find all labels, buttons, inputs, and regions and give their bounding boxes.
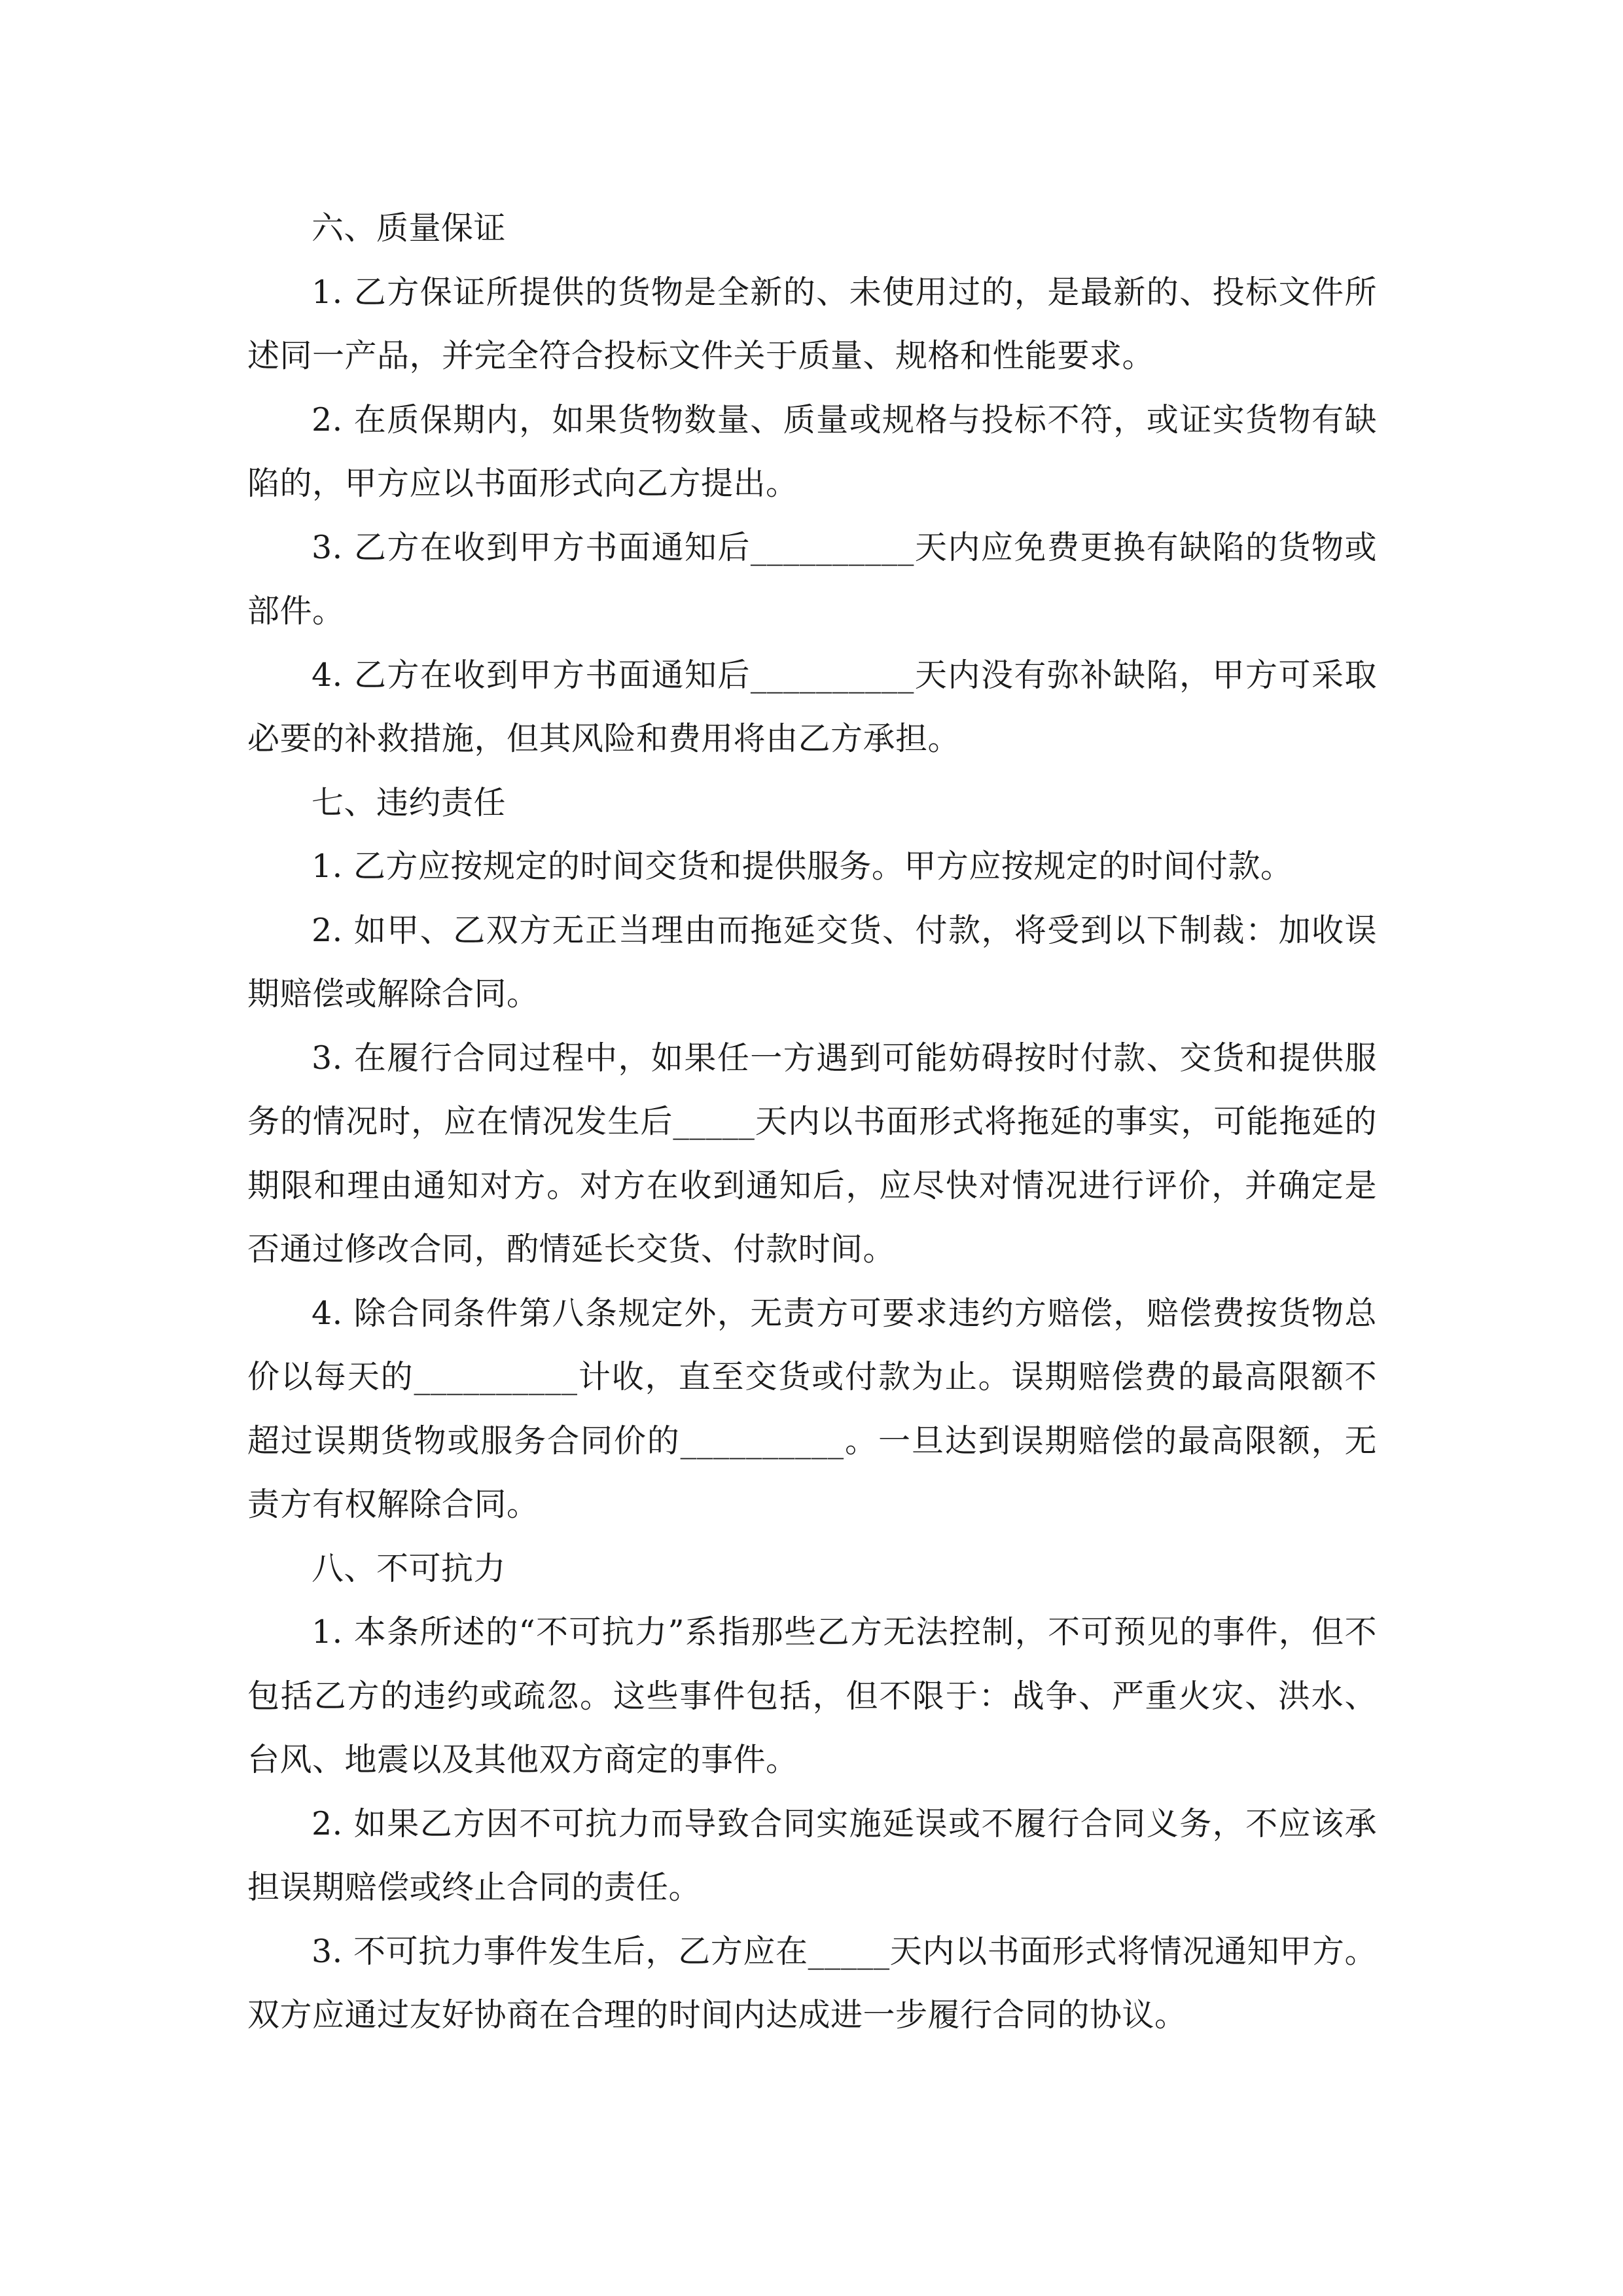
paragraph: 2. 如甲、乙双方无正当理由而拖延交货、付款，将受到以下制裁：加收误期赔偿或解除合同。 — [247, 911, 1377, 1013]
paragraph: 2. 如果乙方因不可抗力而导致合同实施延误或不履行合同义务，不应该承担误期赔偿或终止合同的责任。 — [247, 1804, 1377, 1906]
paragraph: 4. 乙方在收到甲方书面通知后__________天内没有弥补缺陷，甲方可采取必要的补救措施，但其风险和费用将由乙方承担。 — [247, 656, 1377, 757]
paragraph: 3. 乙方在收到甲方书面通知后__________天内应免费更换有缺陷的货物或部件。 — [247, 528, 1377, 630]
section-heading-liability: 七、违约责任 — [312, 783, 507, 821]
section-heading-force-majeure: 八、不可抗力 — [312, 1549, 507, 1587]
section-heading-quality: 六、质量保证 — [312, 209, 507, 247]
paragraph: 3. 在履行合同过程中，如果任一方遇到可能妨碍按时付款、交货和提供服务的情况时，应在情况发生后_____天内以书面形式将拖延的事实，可能拖延的期限和理由通知对方。对方在收到通知后，应尽快对情况进行评价，并确定是否通过修改合同，酌情延长交货、付款时间。 — [247, 1039, 1377, 1268]
paragraph: 2. 在质保期内，如果货物数量、质量或规格与投标不符，或证实货物有缺陷的，甲方应以书面形式向乙方提出。 — [247, 401, 1377, 502]
document-body — [247, 196, 1377, 2047]
paragraph: 1. 本条所述的“不可抗力”系指那些乙方无法控制，不可预见的事件，但不包括乙方的违约或疏忽。这些事件包括，但不限于：战争、严重火灾、洪水、台风、地震以及其他双方商定的事件。 — [247, 1613, 1377, 1778]
paragraph: 4. 除合同条件第八条规定外，无责方可要求违约方赔偿，赔偿费按货物总价以每天的__________计收，直至交货或付款为止。误期赔偿费的最高限额不超过误期货物或服务合同价的__________。一旦达到误期赔偿的最高限额，无责方有权解除合同。 — [247, 1294, 1377, 1523]
paragraph: 3. 不可抗力事件发生后，乙方应在_____天内以书面形式将情况通知甲方。双方应通过友好协商在合理的时间内达成进一步履行合同的协议。 — [247, 1932, 1377, 2034]
paragraph: 1. 乙方应按规定的时间交货和提供服务。甲方应按规定的时间付款。 — [312, 848, 1293, 885]
paragraph: 1. 乙方保证所提供的货物是全新的、未使用过的，是最新的、投标文件所述同一产品，并完全符合投标文件关于质量、规格和性能要求。 — [247, 273, 1377, 374]
